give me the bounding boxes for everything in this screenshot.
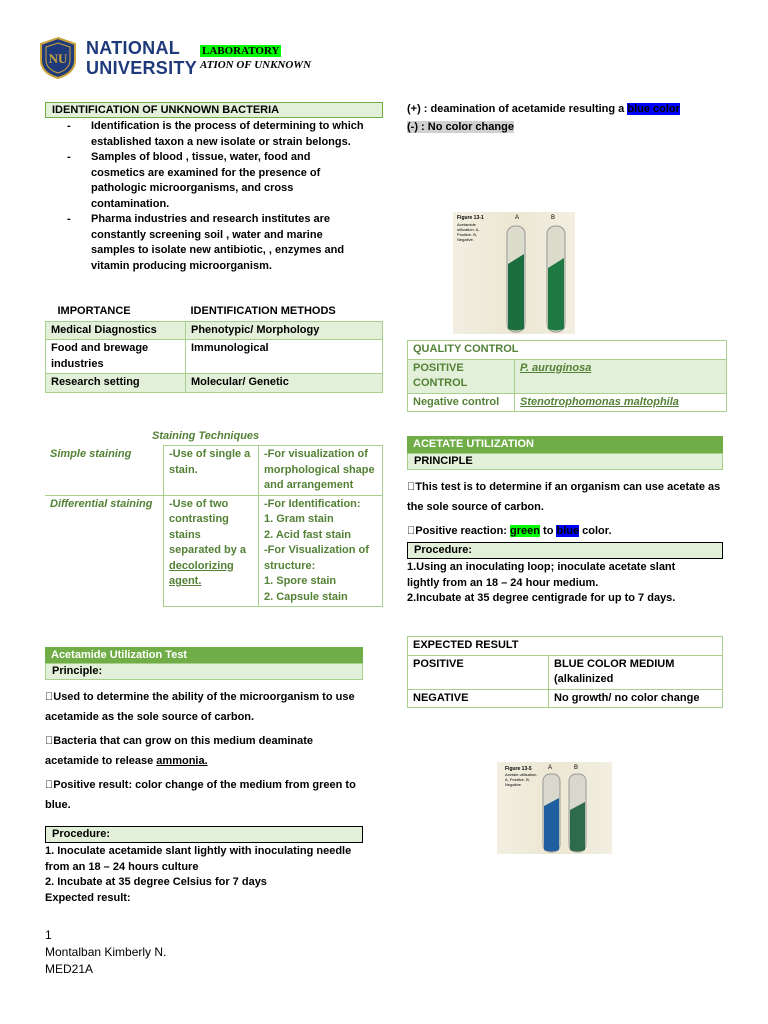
figure-label: Figure 13-1 xyxy=(457,215,484,221)
table-cell: Research setting xyxy=(46,374,186,393)
figure-acetate xyxy=(497,762,612,854)
p2-text: Positive reaction: xyxy=(407,525,502,537)
acetamide-p2 xyxy=(45,731,363,771)
logo xyxy=(38,36,78,80)
step-item: 1.Using an inoculating loop; inoculate acetate slant lightly from an 18 – 24 hour medium. xyxy=(407,561,676,589)
table-cell xyxy=(164,495,259,607)
table-row xyxy=(45,446,383,496)
suffix-text: color. xyxy=(570,525,604,537)
table-cell: POSITIVE CONTROL xyxy=(408,359,515,393)
acetamide-body xyxy=(45,687,363,815)
table-cell: NEGATIVE xyxy=(408,689,549,708)
negative-text: (-) : No color change xyxy=(407,120,514,133)
table-cell: -For visualization of morphological shape and arrangement xyxy=(259,446,383,496)
procedure-label: Procedure: xyxy=(52,828,111,840)
table-cell: Simple staining xyxy=(45,446,164,496)
expected-title: EXPECTED RESULT xyxy=(408,637,723,656)
expected-result-table xyxy=(407,636,723,708)
table-cell: Food and brewage industries xyxy=(46,340,186,374)
figure-caption: Acetamide utilization. A, Positive. B, Negative. xyxy=(457,222,480,242)
figure-acetamide xyxy=(453,212,575,334)
table-cell: Medical Diagnostics xyxy=(46,321,186,340)
ammonia-text: ammonia. xyxy=(99,755,151,767)
svg-text:NU: NU xyxy=(48,51,68,66)
bullet-item: - Pharma industries and research institutes are constantly screening soil , water and marine samples to isolate new antibiotic, , enzymes and vitamin producing microorganism. xyxy=(45,212,365,274)
bullet-item: - Samples of blood , tissue, water, food and cosmetics are examined for the presence of pathologic microorganisms, and cross contamination. xyxy=(45,150,365,212)
blue-text: blue xyxy=(556,525,579,537)
table-header: IDENTIFICATION METHODS xyxy=(190,305,336,317)
university-name-bottom: UNIVERSITY xyxy=(86,58,198,78)
table-cell: Stenotrophomonas maltophila xyxy=(515,393,727,412)
acetamide-p3: Positive result: color change of the medium from green to blue. xyxy=(45,779,348,811)
table-cell: Differential staining xyxy=(50,497,153,510)
table-row xyxy=(46,321,383,340)
section-title-text: IDENTIFICATION OF UNKNOWN BACTERIA xyxy=(52,104,280,116)
green-text: green xyxy=(510,525,540,537)
figure-label: Figure 13-5 xyxy=(505,766,532,772)
table-cell: Molecular/ Genetic xyxy=(186,374,383,393)
importance-table xyxy=(45,303,383,393)
acetate-principle xyxy=(407,453,723,470)
positive-line xyxy=(407,102,707,118)
acetamide-title: Acetamide Utilization Test xyxy=(45,647,363,663)
staining-title: Staining Techniques xyxy=(152,430,260,442)
procedure-label: Procedure: xyxy=(414,544,473,556)
figure-label-a: A xyxy=(515,215,520,221)
acetate-p1: This test is to determine if an organism can use acetate as the sole source of carbon. xyxy=(407,481,713,513)
table-cell: -For Identification: 1. Gram stain 2. Acid fast stain -For Visualization of structure: 1. Spore stain 2. Capsule stain xyxy=(259,495,383,607)
figure-label-a: A xyxy=(548,765,553,771)
header-subtitle: ATION OF UNKNOWN xyxy=(200,59,312,71)
to-text: to xyxy=(531,525,549,537)
step-item: 2. Incubate at 35 degree Celsius for 7 days xyxy=(45,876,267,888)
acetate-procedure xyxy=(407,542,723,559)
acetamide-principle xyxy=(45,663,363,680)
table-cell: BLUE COLOR MEDIUM (alkalinized xyxy=(549,655,723,689)
table-row xyxy=(408,655,723,689)
page-number: 1 xyxy=(45,928,52,942)
cell-text: -Use of two contrasting stains separated by a xyxy=(169,497,247,556)
table-cell: Negative control xyxy=(408,393,515,412)
table-row xyxy=(408,359,727,393)
acetate-title: ACETATE UTILIZATION xyxy=(407,436,723,453)
tube-pair-icon xyxy=(537,772,607,854)
lab-label: LABORATORY xyxy=(202,45,280,57)
qc-title: QUALITY CONTROL xyxy=(408,341,727,360)
principle-label: Principle: xyxy=(52,665,103,677)
p2-text: Bacteria that can grow on this medium deaminate acetamide to release xyxy=(45,735,362,767)
table-cell: Phenotypic/ Morphology xyxy=(186,321,383,340)
figure-label-b: B xyxy=(574,765,579,771)
decolorizing-text: decolorizing agent. xyxy=(169,559,234,587)
table-cell: Immunological xyxy=(186,340,383,374)
blue-color-text: blue color xyxy=(627,103,680,115)
table-row xyxy=(408,393,727,412)
result-lines xyxy=(407,102,707,135)
section-title xyxy=(45,102,383,118)
acetate-steps xyxy=(407,560,707,607)
step-item: Expected result: xyxy=(45,891,131,904)
university-name-top: NATIONAL xyxy=(86,38,181,58)
table-row xyxy=(46,340,383,374)
table-row xyxy=(46,374,383,393)
author-name: Montalban Kimberly N. xyxy=(45,945,167,959)
negative-line xyxy=(407,120,707,136)
table-header: IMPORTANCE xyxy=(57,305,131,317)
step-item: 2.Incubate at 35 degree centigrade for up to 7 days. xyxy=(407,592,676,604)
figure-caption: Acetate utilization. A, Positive. B, Negative. xyxy=(505,772,538,787)
shield-logo-icon xyxy=(38,36,78,80)
table-row xyxy=(45,495,383,607)
tube-pair-icon xyxy=(503,224,573,334)
step-item: 1. Inoculate acetamide slant lightly with inoculating needle from an 18 – 24 hours culture xyxy=(45,845,352,873)
positive-text: (+) : deamination of acetamide resulting a xyxy=(407,103,628,115)
author-section: MED21A xyxy=(45,962,94,976)
staining-table xyxy=(45,445,383,607)
figure-label-b: B xyxy=(551,215,556,221)
quality-control-table xyxy=(407,340,727,412)
acetate-body xyxy=(407,477,723,541)
acetamide-procedure xyxy=(45,826,363,843)
intro-bullets xyxy=(45,119,365,274)
acetate-p2 xyxy=(407,521,723,541)
table-cell: No growth/ no color change xyxy=(549,689,723,708)
table-cell: -Use of single a stain. xyxy=(164,446,259,496)
table-cell: P. auruginosa xyxy=(515,359,727,393)
bullet-item: - Identification is the process of determining to which established taxon a new isolate or strain belongs. xyxy=(45,119,365,150)
acetamide-steps xyxy=(45,844,365,906)
principle-label: PRINCIPLE xyxy=(414,455,473,467)
table-row xyxy=(408,689,723,708)
table-cell: POSITIVE xyxy=(408,655,549,689)
acetamide-p1: Used to determine the ability of the microorganism to use acetamide as the sole source of carbon. xyxy=(45,691,347,723)
